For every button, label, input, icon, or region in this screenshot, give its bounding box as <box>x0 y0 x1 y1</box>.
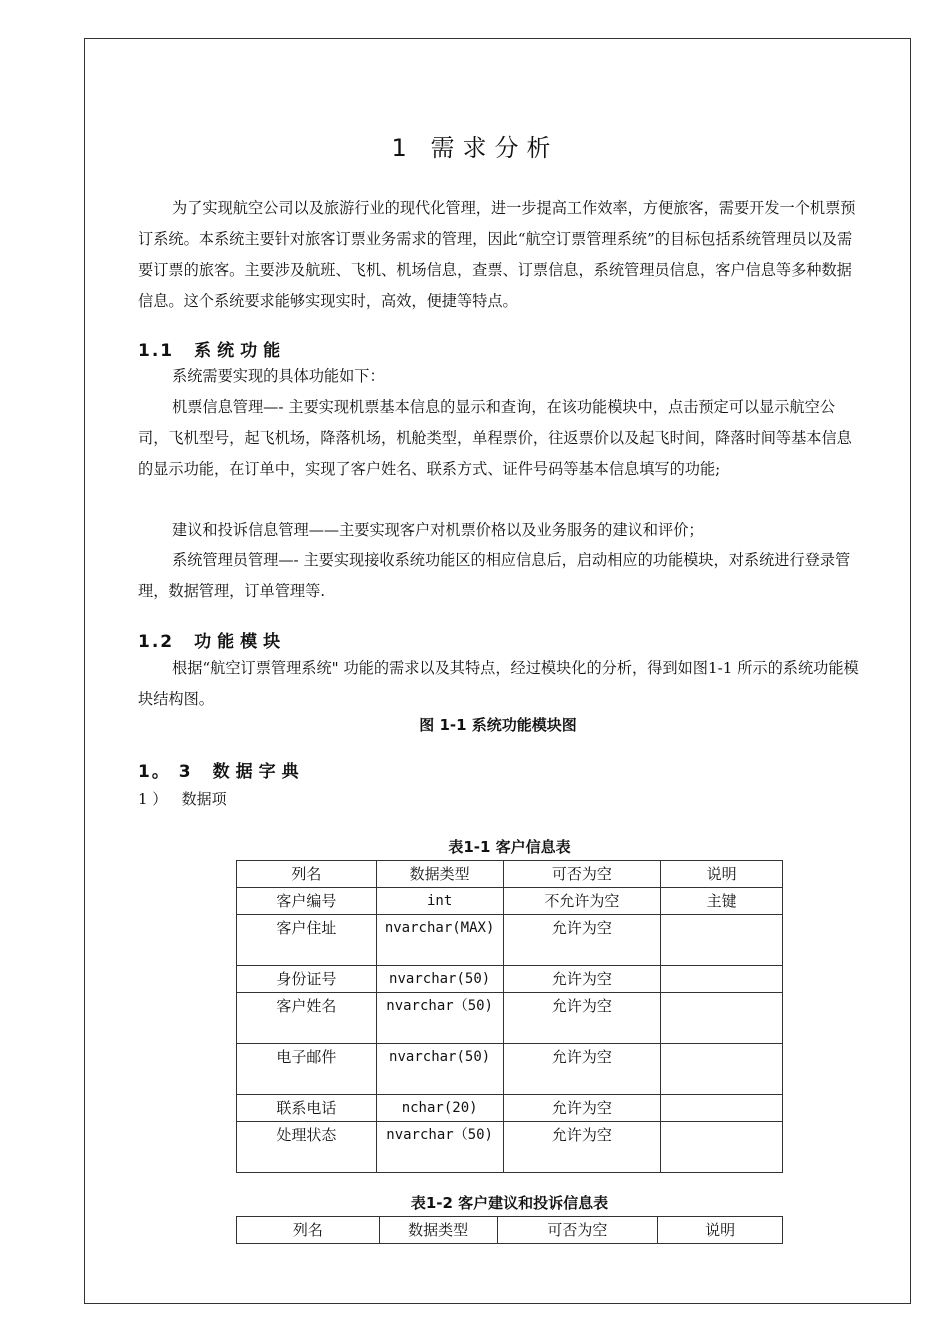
header-cell: 可否为空 <box>497 1217 658 1244</box>
customer-info-table <box>236 860 783 1173</box>
table-cell: nchar(20) <box>376 1095 503 1122</box>
section-heading-1-3 <box>138 757 305 782</box>
s1-paragraph-feedback-mgmt: 建议和投诉信息管理——主要实现客户对机票价格以及业务服务的建议和评价； <box>172 521 704 539</box>
table-cell: nvarchar(50) <box>376 966 503 993</box>
table-cell: 身份证号 <box>237 966 377 993</box>
section-heading-1-1 <box>138 336 286 361</box>
table-cell: 允许为空 <box>503 1044 661 1095</box>
table-cell <box>661 1122 783 1173</box>
table-cell: 允许为空 <box>503 993 661 1044</box>
table1-block <box>236 836 783 1173</box>
list-item-label: 1 ） 数据项 <box>138 790 227 808</box>
section-title: 数据字典 <box>212 762 305 782</box>
table-row <box>237 1095 783 1122</box>
table-cell: nvarchar(50) <box>376 1044 503 1095</box>
table-cell: nvarchar（50) <box>376 1122 503 1173</box>
table2-block <box>236 1192 783 1244</box>
table-row <box>237 888 783 915</box>
table-cell: 允许为空 <box>503 1095 661 1122</box>
table-row <box>237 993 783 1044</box>
section-title: 功能模块 <box>194 632 287 652</box>
intro-paragraph: 为了实现航空公司以及旅游行业的现代化管理，进一步提高工作效率，方便旅客，需要开发一个机票预订系统。本系统主要针对旅客订票业务需求的管理，因此“航空订票管理系统”的目标包括系统管理员以及需要订票的旅客。主要涉及航班、飞机、机场信息，查票、订票信息，系统管理员信息，客户信息等多种数据信息。这个系统要求能够实现实时，高效，便捷等特点。 <box>138 199 856 310</box>
header-cell: 列名 <box>237 1217 380 1244</box>
table-cell: 主键 <box>661 888 783 915</box>
page-title: 1 需求分析 <box>391 134 559 162</box>
table-cell: 处理状态 <box>237 1122 377 1173</box>
table-cell: nvarchar（50) <box>376 993 503 1044</box>
header-cell: 数据类型 <box>376 861 503 888</box>
table-cell: 客户编号 <box>237 888 377 915</box>
s2-paragraph: 根据“航空订票管理系统" 功能的需求以及其特点，经过模块化的分析，得到如图1-1 所示的系统功能模块结构图。 <box>138 659 859 708</box>
table-cell: 电子邮件 <box>237 1044 377 1095</box>
table-header-row <box>237 1217 783 1244</box>
customer-feedback-table <box>236 1216 783 1244</box>
section-heading-1-2 <box>138 627 286 652</box>
section-number: 1。 3 <box>138 762 193 782</box>
table-header-row <box>237 861 783 888</box>
table-cell: 允许为空 <box>503 1122 661 1173</box>
table-row <box>237 915 783 966</box>
s1-paragraph-admin-mgmt: 系统管理员管理—- 主要实现接收系统功能区的相应信息后，启动相应的功能模块，对系统进行登录管理，数据管理，订单管理等. <box>138 551 851 600</box>
table-cell <box>661 915 783 966</box>
header-cell: 说明 <box>661 861 783 888</box>
table-cell <box>661 993 783 1044</box>
header-cell: 说明 <box>658 1217 783 1244</box>
header-cell: 数据类型 <box>379 1217 497 1244</box>
table-cell: 客户住址 <box>237 915 377 966</box>
table-cell: nvarchar(MAX) <box>376 915 503 966</box>
table-row <box>237 966 783 993</box>
table-cell: 不允许为空 <box>503 888 661 915</box>
section-number: 1.2 <box>138 632 175 652</box>
table-cell <box>661 966 783 993</box>
section-number: 1.1 <box>138 341 175 361</box>
figure-caption: 图 1-1 系统功能模块图 <box>419 716 577 734</box>
table-cell: 允许为空 <box>503 966 661 993</box>
table2-caption: 表1-2 客户建议和投诉信息表 <box>410 1194 609 1212</box>
table-cell: 联系电话 <box>237 1095 377 1122</box>
header-cell: 列名 <box>237 861 377 888</box>
table-cell <box>661 1095 783 1122</box>
s1-lead: 系统需要实现的具体功能如下： <box>172 367 385 385</box>
table-row <box>237 1044 783 1095</box>
table-cell: 允许为空 <box>503 915 661 966</box>
s1-paragraph-ticket-mgmt: 机票信息管理—- 主要实现机票基本信息的显示和查询，在该功能模块中，点击预定可以显示航空公司，飞机型号，起飞机场，降落机场，机舱类型，单程票价，往返票价以及起飞时间，降落时间等基本信息的显示功能，在订单中，实现了客户姓名、联系方式、证件号码等基本信息填写的功能; <box>138 398 852 478</box>
section-title: 系统功能 <box>194 341 287 361</box>
table1-caption: 表1-1 客户信息表 <box>448 838 571 856</box>
table-cell: 客户姓名 <box>237 993 377 1044</box>
header-cell: 可否为空 <box>503 861 661 888</box>
table-cell <box>661 1044 783 1095</box>
table-row <box>237 1122 783 1173</box>
table-cell: int <box>376 888 503 915</box>
